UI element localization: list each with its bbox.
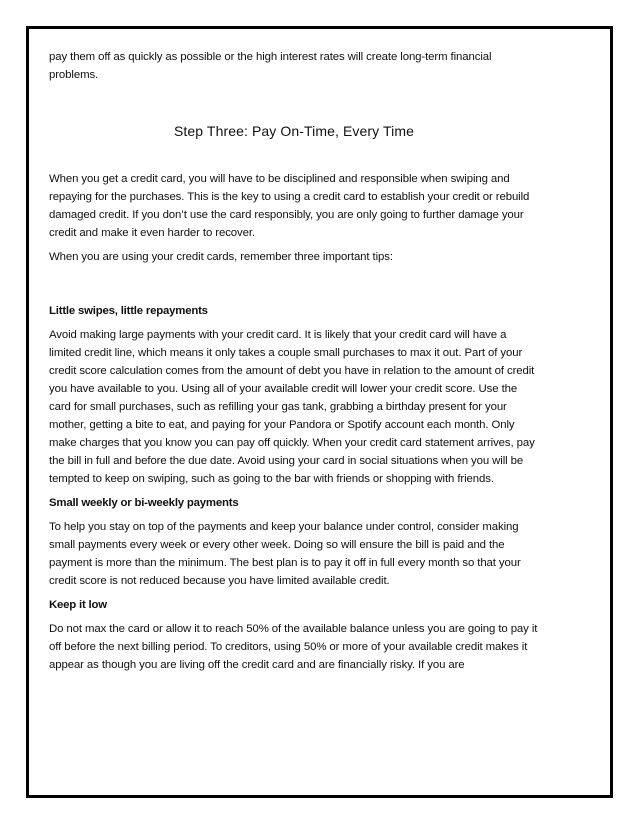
- tip-body: Avoid making large payments with your credit card. It is likely that your credit card will have a limited credit line, which means it only takes a couple small purchases to max it out. Part of your credit score calculation comes from the amount of debt you have in relation to the amount of credit you have available to you. Using all of your available credit will lower your credit score. Use the card for small purchases, such as refilling your gas tank, grabbing a birthday present for your mother, getting a bite to eat, and paying for your Pandora or Spotify account each month. Only make charges that you know you can pay off quickly. When your credit card statement arrives, pay the bill in full and before the due date. Avoid using your card in social situations when you will be tempted to keep on swiping, such as going to the bar with friends or shopping with friends.: [49, 329, 535, 485]
- body-paragraph-2: When you are using your credit cards, remember three important tips:: [49, 251, 393, 263]
- tip-body: To help you stay on top of the payments and keep your balance under control, consider making small payments every week or every other week. Doing so will ensure the bill is paid and the payment is more than the minimum. The best plan is to pay it off in full every month so that your credit score is not reduced because you have limited available credit.: [49, 521, 521, 587]
- section-heading: Step Three: Pay On-Time, Every Time: [173, 123, 415, 139]
- tip-little-swipes: [49, 302, 539, 488]
- tip-small-payments: [49, 494, 539, 590]
- document-body: [49, 48, 539, 680]
- tip-title: Little swipes, little repayments: [49, 305, 208, 317]
- body-paragraph-1: When you get a credit card, you will have to be disciplined and responsible when swiping and repaying for the purchases. This is the key to using a credit card to establish your credit or rebuild damaged credit. If you don’t use the card responsibly, you are only going to further damage your credit and make it even harder to recover.: [49, 173, 530, 239]
- tip-title: Keep it low: [49, 599, 107, 611]
- tip-title: Small weekly or bi-weekly payments: [49, 497, 239, 509]
- tip-keep-it-low: [49, 596, 539, 674]
- tip-body: Do not max the card or allow it to reach 50% of the available balance unless you are going to pay it off before the next billing period. To creditors, using 50% or more of your available credit makes it appear as though you are living off the credit card and are financially risky. If you are: [49, 623, 538, 671]
- intro-continuation-paragraph: pay them off as quickly as possible or the high interest rates will create long-term financial problems.: [49, 51, 492, 81]
